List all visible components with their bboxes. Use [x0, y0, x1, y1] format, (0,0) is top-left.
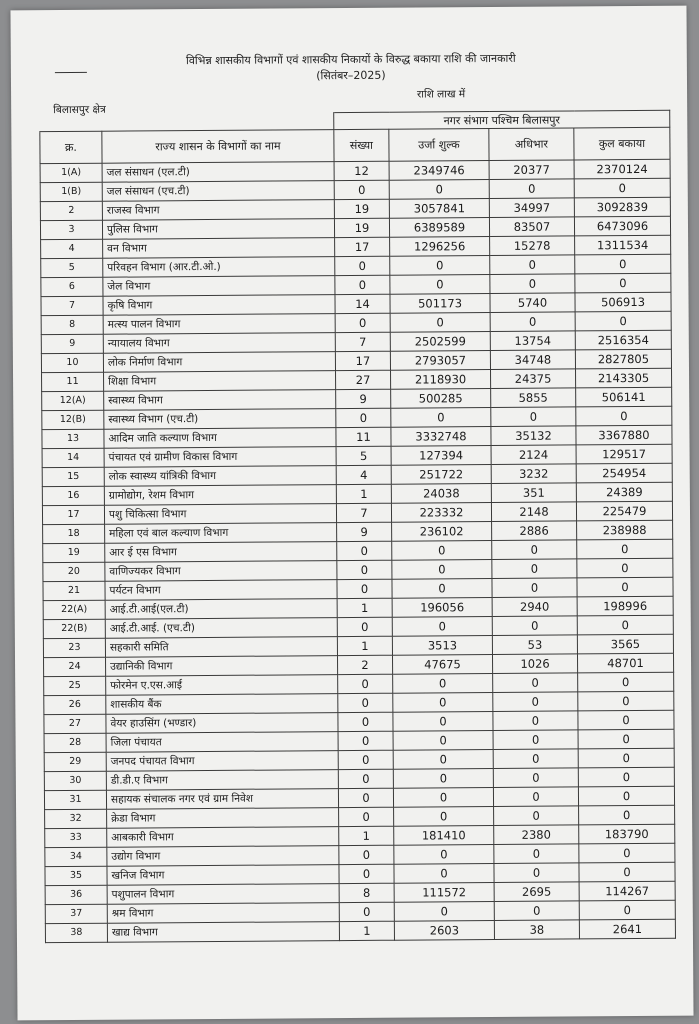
cell-energy-charge: 0	[393, 731, 493, 751]
cell-department: न्यायालय विभाग	[103, 333, 335, 354]
cell-energy-charge: 501173	[390, 294, 490, 314]
cell-energy-charge: 24038	[391, 484, 491, 504]
cell-total-due: 0	[578, 729, 674, 749]
cell-department: जनपद पंचायत विभाग	[106, 751, 338, 772]
cell-surcharge: 0	[489, 179, 574, 199]
cell-surcharge: 0	[490, 255, 575, 275]
cell-count: 0	[336, 408, 391, 427]
cell-sn: 5	[41, 258, 103, 277]
cell-total-due: 6473096	[574, 216, 670, 236]
cell-energy-charge: 0	[393, 712, 493, 732]
cell-department: वाणिज्यकर विभाग	[105, 561, 337, 582]
header-name: राज्य शासन के विभागों का नाम	[102, 130, 334, 164]
cell-count: 27	[336, 370, 391, 389]
cell-total-due: 198996	[577, 596, 673, 616]
cell-sn: 21	[43, 581, 105, 600]
cell-sn: 17	[42, 505, 104, 524]
cell-count: 0	[335, 275, 390, 294]
cell-sn: 4	[41, 239, 103, 258]
cell-total-due: 3367880	[576, 425, 672, 445]
dues-table	[39, 110, 676, 943]
cell-energy-charge: 127394	[391, 446, 491, 466]
cell-department: जल संसाधन (एल.टी)	[102, 162, 334, 183]
cell-count: 4	[336, 465, 391, 484]
cell-energy-charge: 0	[390, 256, 490, 276]
cell-sn: 2	[40, 201, 102, 220]
cell-sn: 38	[45, 923, 107, 942]
cell-energy-charge: 0	[394, 864, 494, 884]
cell-total-due: 0	[574, 178, 670, 198]
cell-sn: 6	[41, 277, 103, 296]
cell-surcharge: 2695	[494, 882, 579, 902]
cell-energy-charge: 111572	[394, 883, 494, 903]
cell-department: आर ई एस विभाग	[105, 542, 337, 563]
cell-department: स्वास्थ्य विभाग	[104, 390, 336, 411]
cell-count: 8	[339, 883, 394, 902]
cell-sn: 32	[45, 809, 107, 828]
cell-total-due: 0	[578, 748, 674, 768]
cell-total-due: 0	[577, 539, 673, 559]
cell-department: जिला पंचायत	[106, 732, 338, 753]
cell-surcharge: 13754	[490, 331, 575, 351]
cell-sn: 35	[45, 866, 107, 885]
cell-total-due: 0	[578, 767, 674, 787]
cell-total-due: 0	[577, 615, 673, 635]
cell-count: 0	[339, 845, 394, 864]
cell-energy-charge: 6389589	[389, 218, 489, 238]
cell-energy-charge: 0	[391, 408, 491, 428]
cell-surcharge: 0	[493, 749, 578, 769]
cell-count: 0	[339, 902, 394, 921]
cell-department: उद्यानिकी विभाग	[106, 656, 338, 677]
cell-surcharge: 0	[493, 787, 578, 807]
cell-total-due: 225479	[576, 501, 672, 521]
cell-sn: 18	[43, 524, 105, 543]
cell-sn: 34	[45, 847, 107, 866]
cell-energy-charge: 0	[392, 541, 492, 561]
cell-energy-charge: 2603	[394, 921, 494, 941]
cell-energy-charge: 196056	[392, 598, 492, 618]
cell-sn: 22(A)	[43, 600, 105, 619]
cell-surcharge: 2148	[491, 502, 576, 522]
cell-department: क्रेडा विभाग	[107, 808, 339, 829]
group-header: नगर संभाग पश्चिम बिलासपुर	[334, 110, 670, 129]
cell-department: महिला एवं बाल कल्याण विभाग	[105, 523, 337, 544]
cell-department: आदिम जाति कल्याण विभाग	[104, 428, 336, 449]
cell-total-due: 238988	[577, 520, 673, 540]
cell-count: 0	[337, 560, 392, 579]
cell-energy-charge: 3057841	[389, 199, 489, 219]
cell-surcharge: 0	[493, 673, 578, 693]
header-total: कुल बकाया	[574, 127, 670, 160]
cell-energy-charge: 0	[390, 275, 490, 295]
cell-total-due: 0	[578, 691, 674, 711]
cell-count: 7	[335, 332, 390, 351]
cell-count: 0	[338, 731, 393, 750]
cell-department: वन विभाग	[103, 238, 335, 259]
cell-department: पशुपालन विभाग	[107, 884, 339, 905]
cell-department: मत्स्य पालन विभाग	[103, 314, 335, 335]
cell-surcharge: 0	[494, 901, 579, 921]
cell-sn: 7	[41, 296, 103, 315]
cell-surcharge: 0	[490, 312, 575, 332]
cell-surcharge: 0	[494, 844, 579, 864]
cell-department: वेयर हाउसिंग (भण्डार)	[106, 713, 338, 734]
document-title: विभिन्न शासकीय विभागों एवं शासकीय निकायों के विरुद्ध बकाया राशि की जानकारी	[185, 51, 516, 68]
cell-energy-charge: 0	[390, 313, 490, 333]
cell-department: पशु चिकित्सा विभाग	[104, 504, 336, 525]
cell-total-due: 506913	[575, 292, 671, 312]
cell-energy-charge: 1296256	[390, 237, 490, 257]
cell-sn: 12(A)	[42, 391, 104, 410]
cell-surcharge: 1026	[492, 654, 577, 674]
cell-energy-charge: 0	[394, 845, 494, 865]
cell-department: उद्योग विभाग	[107, 846, 339, 867]
cell-energy-charge: 223332	[391, 503, 491, 523]
cell-surcharge: 2940	[492, 597, 577, 617]
cell-sn: 22(B)	[43, 619, 105, 638]
cell-count: 0	[335, 313, 390, 332]
table-row	[45, 919, 675, 942]
cell-count: 1	[339, 921, 394, 940]
cell-surcharge: 0	[492, 616, 577, 636]
cell-total-due: 0	[577, 577, 673, 597]
cell-surcharge: 34997	[489, 198, 574, 218]
cell-total-due: 183790	[579, 824, 675, 844]
region-label: बिलासपुर क्षेत्र	[53, 103, 106, 117]
cell-surcharge: 83507	[489, 217, 574, 237]
cell-surcharge: 5740	[490, 293, 575, 313]
cell-sn: 1(B)	[40, 182, 102, 201]
cell-count: 0	[339, 864, 394, 883]
cell-energy-charge: 0	[393, 674, 493, 694]
cell-total-due: 2641	[579, 919, 675, 939]
cell-sn: 3	[40, 220, 102, 239]
cell-sn: 20	[43, 562, 105, 581]
cell-department: आई.टी.आई. (एच.टी)	[105, 618, 337, 639]
cell-energy-charge: 2793057	[390, 351, 490, 371]
cell-energy-charge: 0	[392, 560, 492, 580]
cell-total-due: 0	[577, 558, 673, 578]
cell-count: 0	[338, 712, 393, 731]
cell-sn: 15	[42, 467, 104, 486]
cell-department: शासकीय बैंक	[106, 694, 338, 715]
cell-surcharge: 35132	[491, 426, 576, 446]
cell-total-due: 0	[579, 805, 675, 825]
cell-total-due: 24389	[576, 482, 672, 502]
cell-sn: 1(A)	[40, 163, 102, 182]
cell-department: जल संसाधन (एच.टी)	[102, 181, 334, 202]
cell-count: 0	[338, 693, 393, 712]
table-body	[40, 159, 675, 942]
cell-count: 5	[336, 446, 391, 465]
cell-count: 1	[337, 598, 392, 617]
cell-department: पुलिस विभाग	[102, 219, 334, 240]
cell-department: कृषि विभाग	[103, 295, 335, 316]
cell-total-due: 0	[578, 710, 674, 730]
cell-surcharge: 3232	[491, 464, 576, 484]
cell-count: 19	[334, 199, 389, 218]
cell-department: फोरमेन ए.एस.आई	[106, 675, 338, 696]
cell-sn: 27	[44, 714, 106, 733]
header-count: संख्या	[334, 129, 389, 161]
cell-department: सहायक संचालक नगर एवं ग्राम निवेश	[106, 789, 338, 810]
cell-total-due: 2143305	[575, 368, 671, 388]
cell-total-due: 0	[575, 311, 671, 331]
cell-department: पंचायत एवं ग्रामीण विकास विभाग	[104, 447, 336, 468]
cell-surcharge: 34748	[490, 350, 575, 370]
cell-count: 11	[336, 427, 391, 446]
cell-energy-charge: 251722	[391, 465, 491, 485]
cell-sn: 37	[45, 904, 107, 923]
cell-count: 0	[337, 579, 392, 598]
cell-sn: 29	[44, 752, 106, 771]
cell-department: खनिज विभाग	[107, 865, 339, 886]
cell-department: सहकारी समिति	[105, 637, 337, 658]
cell-surcharge: 0	[491, 407, 576, 427]
cell-count: 1	[337, 636, 392, 655]
cell-energy-charge: 2118930	[391, 370, 491, 390]
cell-surcharge: 0	[492, 559, 577, 579]
cell-total-due: 506141	[576, 387, 672, 407]
cell-count: 7	[336, 503, 391, 522]
cell-department: जेल विभाग	[103, 276, 335, 297]
cell-total-due: 2516354	[575, 330, 671, 350]
cell-energy-charge: 47675	[392, 655, 492, 675]
cell-energy-charge: 500285	[391, 389, 491, 409]
cell-department: श्रम विभाग	[107, 903, 339, 924]
cell-sn: 26	[44, 695, 106, 714]
cell-total-due: 0	[579, 900, 675, 920]
cell-department: खाद्य विभाग	[107, 922, 339, 943]
cell-surcharge: 0	[493, 730, 578, 750]
cell-sn: 30	[44, 771, 106, 790]
cell-total-due: 0	[575, 254, 671, 274]
cell-count: 9	[336, 389, 391, 408]
cell-total-due: 3092839	[574, 197, 670, 217]
cell-sn: 16	[42, 486, 104, 505]
cell-count: 12	[334, 161, 389, 180]
cell-surcharge: 2886	[492, 521, 577, 541]
cell-total-due: 3565	[577, 634, 673, 654]
cell-count: 1	[336, 484, 391, 503]
cell-department: लोक निर्माण विभाग	[103, 352, 335, 373]
cell-count: 17	[335, 351, 390, 370]
cell-sn: 36	[45, 885, 107, 904]
cell-energy-charge: 0	[392, 617, 492, 637]
cell-total-due: 2827805	[575, 349, 671, 369]
cell-surcharge: 0	[494, 806, 579, 826]
cell-surcharge: 5855	[491, 388, 576, 408]
cell-count: 0	[339, 807, 394, 826]
cell-sn: 13	[42, 429, 104, 448]
cell-total-due: 0	[578, 786, 674, 806]
cell-energy-charge: 236102	[392, 522, 492, 542]
unit-note: राशि लाख में	[416, 88, 466, 101]
cell-sn: 14	[42, 448, 104, 467]
cell-department: परिवहन विभाग (आर.टी.ओ.)	[103, 257, 335, 278]
cell-surcharge: 0	[492, 540, 577, 560]
cell-total-due: 0	[575, 273, 671, 293]
cell-sn: 19	[43, 543, 105, 562]
cell-surcharge: 20377	[489, 160, 574, 180]
cell-energy-charge: 181410	[394, 826, 494, 846]
cell-department: आई.टी.आई(एल.टी)	[105, 599, 337, 620]
cell-department: डी.डी.ए विभाग	[106, 770, 338, 791]
cell-count: 17	[335, 237, 390, 256]
cell-count: 19	[334, 218, 389, 237]
cell-count: 14	[335, 294, 390, 313]
cell-total-due: 0	[576, 406, 672, 426]
cell-energy-charge: 0	[393, 788, 493, 808]
cell-total-due: 2370124	[574, 159, 670, 179]
cell-sn: 25	[44, 676, 106, 695]
cell-energy-charge: 0	[393, 769, 493, 789]
cell-surcharge: 0	[490, 274, 575, 294]
cell-count: 0	[338, 769, 393, 788]
header-energy: उर्जा शुल्क	[389, 129, 489, 162]
document-page	[10, 6, 693, 1021]
cell-sn: 10	[41, 353, 103, 372]
header-spacer	[40, 113, 334, 132]
cell-count: 2	[337, 655, 392, 674]
cell-energy-charge: 0	[394, 902, 494, 922]
cell-energy-charge: 2502599	[390, 332, 490, 352]
header-surcharge: अधिभार	[489, 128, 574, 161]
cell-surcharge: 38	[494, 920, 579, 940]
cell-count: 0	[338, 674, 393, 693]
cell-total-due: 114267	[579, 881, 675, 901]
cell-energy-charge: 0	[389, 180, 489, 200]
cell-department: स्वास्थ्य विभाग (एच.टी)	[104, 409, 336, 430]
cell-surcharge: 0	[493, 768, 578, 788]
cell-surcharge: 0	[494, 863, 579, 883]
cell-count: 0	[338, 750, 393, 769]
cell-energy-charge: 0	[393, 750, 493, 770]
cell-sn: 23	[43, 638, 105, 657]
cell-surcharge: 0	[492, 578, 577, 598]
cell-sn: 24	[44, 657, 106, 676]
cell-surcharge: 0	[493, 711, 578, 731]
cell-department: ग्रामोद्योग, रेशम विभाग	[104, 485, 336, 506]
cell-count: 9	[337, 522, 392, 541]
cell-sn: 33	[45, 828, 107, 847]
cell-surcharge: 24375	[491, 369, 576, 389]
cell-surcharge: 0	[493, 692, 578, 712]
cell-count: 1	[339, 826, 394, 845]
cell-energy-charge: 2349746	[389, 161, 489, 181]
cell-count: 0	[334, 180, 389, 199]
cell-total-due: 254954	[576, 463, 672, 483]
cell-energy-charge: 0	[393, 693, 493, 713]
cell-surcharge: 53	[492, 635, 577, 655]
cell-sn: 28	[44, 733, 106, 752]
cell-department: लोक स्वास्थ्य यांत्रिकी विभाग	[104, 466, 336, 487]
cell-total-due: 0	[578, 672, 674, 692]
cell-sn: 12(B)	[42, 410, 104, 429]
cell-total-due: 0	[579, 843, 675, 863]
margin-dash	[55, 72, 87, 73]
cell-energy-charge: 0	[394, 807, 494, 827]
cell-energy-charge: 3332748	[391, 427, 491, 447]
cell-department: पर्यटन विभाग	[105, 580, 337, 601]
cell-total-due: 129517	[576, 444, 672, 464]
cell-total-due: 1311534	[575, 235, 671, 255]
cell-department: शिक्षा विभाग	[104, 371, 336, 392]
cell-total-due: 0	[579, 862, 675, 882]
cell-total-due: 48701	[577, 653, 673, 673]
cell-count: 0	[335, 256, 390, 275]
cell-surcharge: 2124	[491, 445, 576, 465]
cell-sn: 11	[42, 372, 104, 391]
cell-surcharge: 2380	[494, 825, 579, 845]
cell-count: 0	[337, 617, 392, 636]
document-subtitle: (सितंबर–2025)	[316, 68, 386, 83]
cell-sn: 8	[41, 315, 103, 334]
cell-surcharge: 351	[491, 483, 576, 503]
cell-sn: 31	[44, 790, 106, 809]
cell-surcharge: 15278	[490, 236, 575, 256]
cell-energy-charge: 3513	[392, 636, 492, 656]
cell-energy-charge: 0	[392, 579, 492, 599]
cell-department: आबकारी विभाग	[107, 827, 339, 848]
cell-count: 0	[337, 541, 392, 560]
header-sn: क्र.	[40, 131, 102, 163]
cell-department: राजस्व विभाग	[102, 200, 334, 221]
cell-sn: 9	[41, 334, 103, 353]
cell-count: 0	[338, 788, 393, 807]
